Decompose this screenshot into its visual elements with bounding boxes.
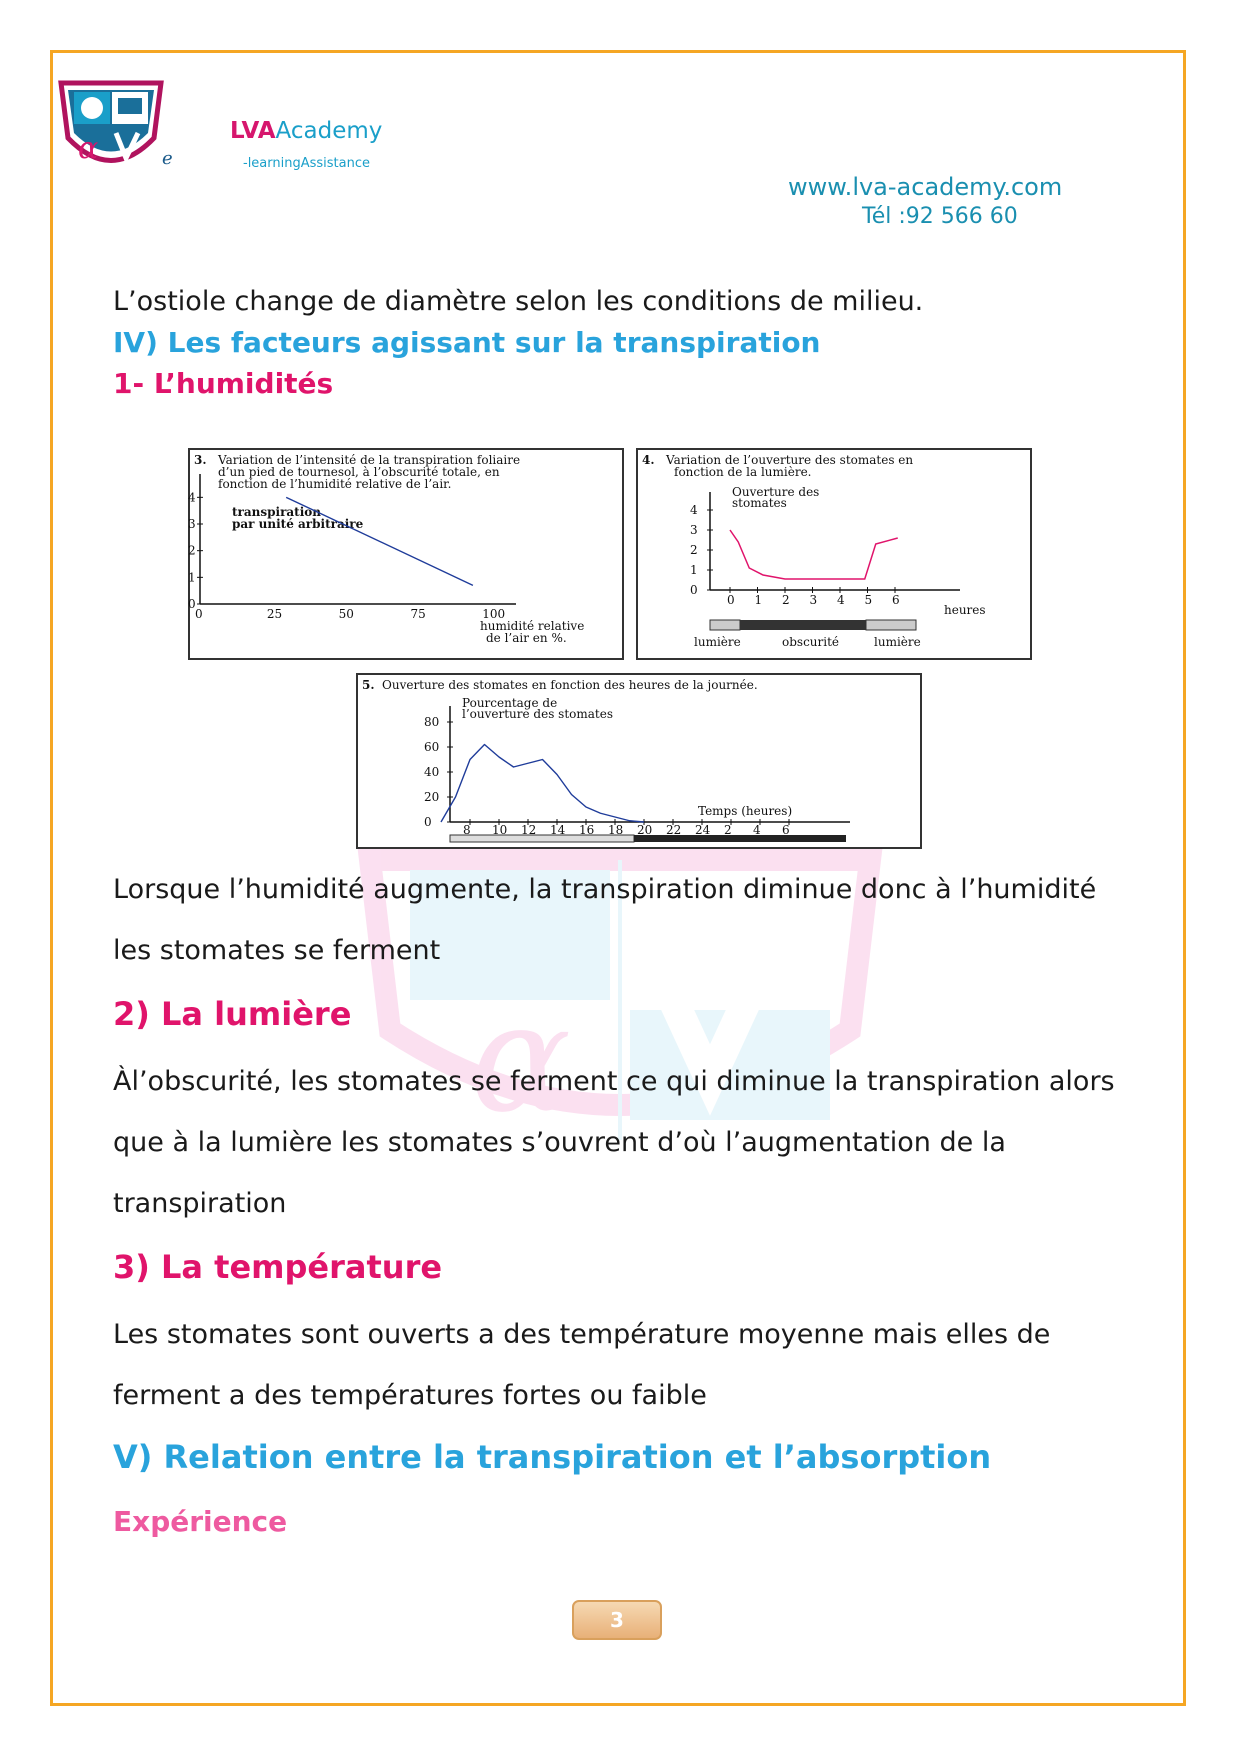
fig4-xtick: 6 <box>892 593 900 607</box>
fig5-xtick: 2 <box>724 823 732 837</box>
fig4-xtick: 1 <box>754 593 763 607</box>
fig5-xtick: 6 <box>782 823 790 837</box>
fig4-ytick: 2 <box>690 543 698 557</box>
fig3-ytick: 4 <box>188 490 196 505</box>
fig4-band-right-label: lumière <box>874 635 921 649</box>
fig4-xtick: 3 <box>809 593 818 607</box>
fig3-xtick: 75 <box>410 607 426 621</box>
fig3-xlabel-l2: de l’air en %. <box>486 631 567 645</box>
fig3-ytick: 2 <box>188 543 196 558</box>
light-text-line2: que à la lumière les stomates s’ouvrent d’où l’augmentation de la <box>113 1127 1006 1158</box>
fig4-xtick: 5 <box>864 593 873 607</box>
fig3-caption-l3: fonction de l’humidité relative de l’air. <box>218 477 452 491</box>
fig4-caption-l1: Variation de l’ouverture des stomates en <box>666 453 914 467</box>
fig5-xtick: 4 <box>753 823 761 837</box>
fig5-xtick: 14 <box>550 823 566 837</box>
fig5-num: 5. <box>362 678 375 692</box>
figure-3 <box>188 448 624 660</box>
fig3-caption-l1: Variation de l’intensité de la transpiration foliaire <box>218 453 521 467</box>
brand-lva: LVA <box>230 118 276 144</box>
fig3-ylabel-l2: par unité arbitraire <box>232 517 364 531</box>
fig5-xtick: 10 <box>492 823 508 837</box>
fig4-xtick: 0 <box>727 593 735 607</box>
fig5-ytick: 0 <box>424 815 432 829</box>
fig4-ylabel-l2: stomates <box>732 496 787 510</box>
fig5-ytick: 20 <box>424 790 440 804</box>
fig4-xtick: 2 <box>782 593 790 607</box>
fig3-ytick: 3 <box>188 517 196 531</box>
experience-label: Expérience <box>113 1505 288 1538</box>
fig5-xtick: 20 <box>637 823 653 837</box>
fig4-band-dark <box>740 620 866 630</box>
fig3-series-line <box>286 497 473 585</box>
fig5-ylabel-l1: Pourcentage de <box>462 696 558 710</box>
sub1-title: 1- L’humidités <box>113 367 334 400</box>
fig4-xlabel: heures <box>944 603 986 617</box>
humidity-text-line2: les stomates se ferment <box>113 935 441 966</box>
brand-academy: Academy <box>275 118 383 144</box>
fig4-caption-l2: fonction de la lumière. <box>674 465 812 479</box>
fig5-band-day <box>450 835 634 842</box>
svg-text:α: α <box>470 972 572 1146</box>
light-text-line1: Àl’obscurité, les stomates se ferment ce qui diminue la transpiration alors <box>113 1066 1115 1097</box>
fig5-ytick: 80 <box>424 715 440 729</box>
fig5-xtick: 22 <box>666 823 682 837</box>
fig5-xtick: 24 <box>695 823 711 837</box>
fig3-xtick: 25 <box>266 607 283 621</box>
fig4-ylabel-l1: Ouverture des <box>732 485 820 499</box>
fig4-xtick: 4 <box>837 593 845 607</box>
light-text-line3: transpiration <box>113 1188 287 1219</box>
fig5-ytick: 40 <box>424 765 440 779</box>
lva-logo-icon <box>56 78 166 178</box>
section5-title: V) Relation entre la transpiration et l’absorption <box>113 1438 992 1476</box>
page-number-badge: 3 <box>572 1600 662 1640</box>
fig4-ytick: 3 <box>690 523 698 537</box>
figure-4 <box>636 448 1032 660</box>
fig3-ylabel-l1: transpiration <box>232 505 321 519</box>
fig3-xtick: 0 <box>195 607 203 621</box>
fig5-xtick: 12 <box>521 823 537 837</box>
fig5-ytick: 60 <box>424 740 440 754</box>
fig3-num: 3. <box>194 453 207 467</box>
fig4-band-left-label: lumière <box>694 635 741 649</box>
fig5-ylabel-l2: l’ouverture des stomates <box>462 707 614 721</box>
temp-text-line2: ferment a des températures fortes ou faible <box>113 1380 707 1411</box>
fig4-num: 4. <box>642 453 655 467</box>
sub2-title: 2) La lumière <box>113 995 352 1033</box>
fig4-band-mid-label: obscurité <box>782 635 840 649</box>
fig5-caption: Ouverture des stomates en fonction des heures de la journée. <box>382 678 758 692</box>
fig4-band-light-left <box>710 620 740 630</box>
fig5-xlabel: Temps (heures) <box>698 804 793 818</box>
section4-title: IV) Les facteurs agissant sur la transpiration <box>113 326 821 359</box>
brand-e-mark: e <box>162 148 173 169</box>
svg-text:α: α <box>78 131 99 166</box>
brand-name <box>230 118 382 144</box>
fig3-caption-l2: d’un pied de tournesol, à l’obscurité totale, en <box>218 465 500 479</box>
fig3-ytick: 1 <box>188 570 196 585</box>
fig5-series-line <box>441 745 644 823</box>
temp-text-line1: Les stomates sont ouverts a des température moyenne mais elles de <box>113 1319 1051 1350</box>
fig5-xtick: 18 <box>608 823 624 837</box>
fig3-xtick: 50 <box>338 607 354 621</box>
fig3-xtick: 100 <box>482 607 506 621</box>
humidity-text-line1: Lorsque l’humidité augmente, la transpiration diminue donc à l’humidité <box>113 874 1097 905</box>
website-link[interactable]: www.lva-academy.com <box>788 173 1063 201</box>
sub3-title: 3) La température <box>113 1248 443 1286</box>
fig4-series-line <box>730 530 898 579</box>
intro-text: L’ostiole change de diamètre selon les conditions de milieu. <box>113 286 924 317</box>
fig4-ytick: 1 <box>690 563 698 577</box>
fig5-xtick: 16 <box>579 823 595 837</box>
fig4-band-light-right <box>866 620 916 630</box>
fig5-xtick: 8 <box>463 823 471 837</box>
fig3-xlabel-l1: humidité relative <box>480 619 585 633</box>
phone-number: Tél :92 566 60 <box>862 204 1018 229</box>
fig4-ytick: 4 <box>690 503 698 517</box>
fig3-ytick: 0 <box>188 597 196 611</box>
brand-tagline: -learningAssistance <box>243 156 370 171</box>
fig4-ytick: 0 <box>690 583 698 597</box>
figure-5 <box>356 673 922 849</box>
